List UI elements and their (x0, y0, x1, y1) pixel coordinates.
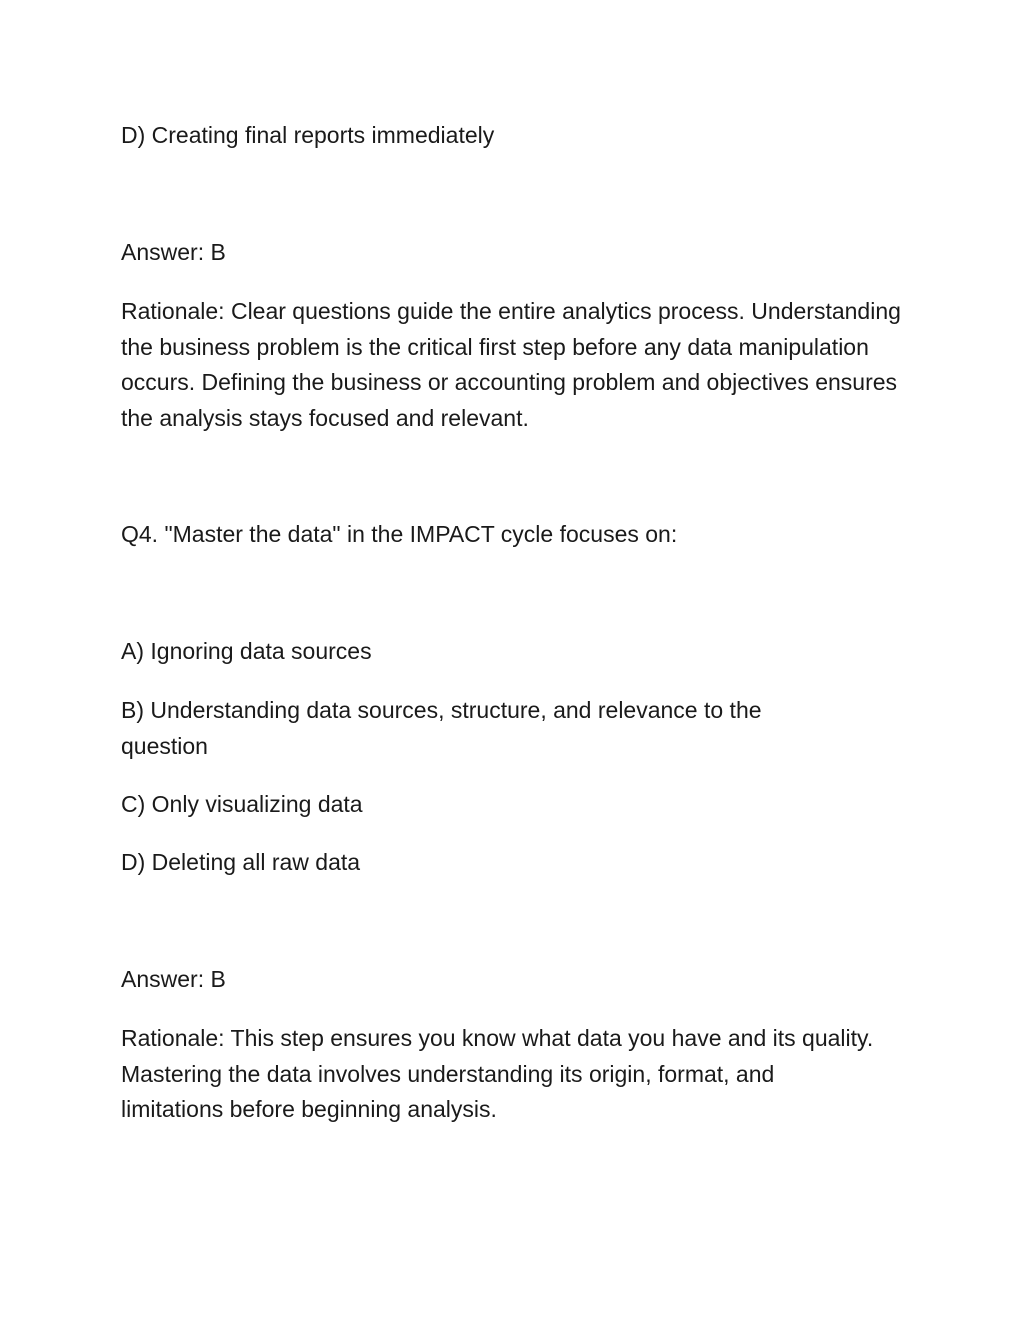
q4-option-a: A) Ignoring data sources (121, 638, 372, 664)
q4-answer: Answer: B (121, 966, 226, 992)
q4-option-c: C) Only visualizing data (121, 791, 363, 817)
q4-rationale: Rationale: This step ensures you know what data you have and its quality. Mastering the data involves understanding its origin, format, and limitations before beginning analysis. (121, 1025, 874, 1122)
q4-option-b: B) Understanding data sources, structure, and relevance to the question (121, 697, 762, 759)
q3-option-d: D) Creating final reports immediately (121, 122, 495, 148)
q3-rationale: Rationale: Clear questions guide the entire analytics process. Understanding the business problem is the critical first step before any data manipulation occurs. Defining the business or accounting problem and objectives ensures the analysis stays focused and relevant. (121, 298, 901, 431)
q4-option-d: D) Deleting all raw data (121, 849, 361, 875)
q3-answer: Answer: B (121, 239, 226, 265)
q4-question: Q4. "Master the data" in the IMPACT cycle focuses on: (121, 521, 678, 547)
